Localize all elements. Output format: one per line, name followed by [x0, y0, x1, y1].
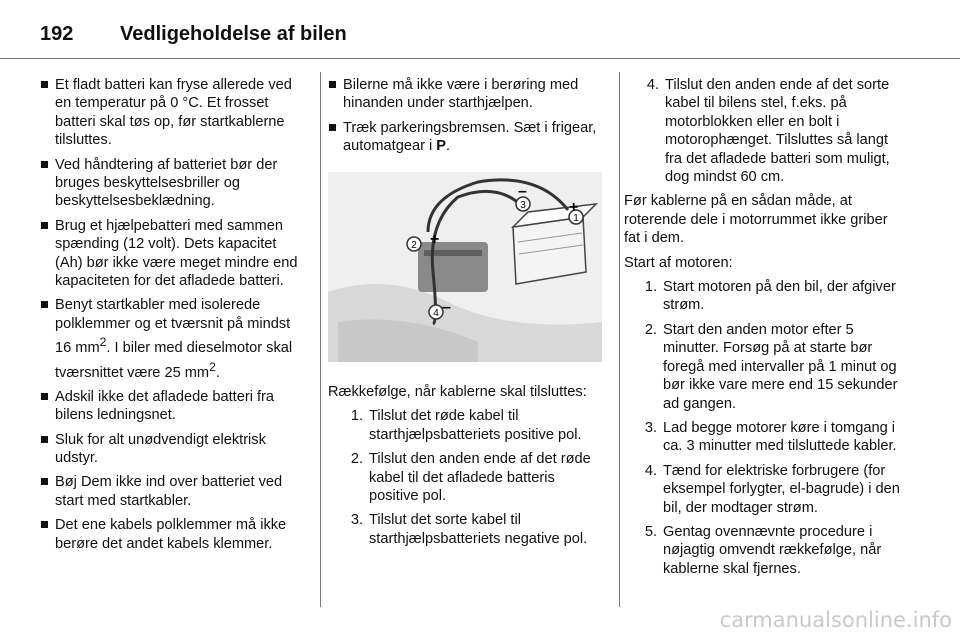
list-text: Tilslut den anden ende af det sorte kabel til bilens stel, f.eks. på motorblokken eller en bolt i motorophænget. Tilsluttes så langt fra det afladede batteri som muligt, dog mindst 60 cm.	[665, 77, 890, 186]
column-divider-2	[619, 72, 620, 607]
bullet-item: Et fladt batteri kan fryse allerede ved en temperatur på 0 °C. Et frosset batteri skal tøs op, før startkablerne tilsluttes.	[40, 76, 308, 150]
callout-1: 1	[573, 212, 579, 224]
bullet-item: Bøj Dem ikke ind over batteriet ved start med startkabler.	[40, 473, 308, 510]
list-number: 1.	[644, 279, 657, 296]
page-header	[40, 14, 347, 54]
list-item	[328, 407, 604, 444]
list-item	[624, 76, 906, 186]
gear-p-label: P	[436, 138, 447, 155]
minus-sign-2: –	[442, 298, 451, 316]
paragraph-start-engine: Start af motoren:	[624, 254, 733, 271]
list-number: 3.	[644, 419, 657, 436]
list-item	[624, 523, 906, 578]
bullet-text: . I biler med dieselmotor skal tværsnittet være 25 mm	[55, 340, 293, 381]
list-text: Tilslut det sorte kabel til starthjælpsbatteriets negative pol.	[369, 512, 588, 547]
plus-sign-1: +	[569, 198, 579, 216]
list-number: 3.	[350, 512, 363, 529]
plus-sign-2: +	[430, 230, 440, 248]
list-text: Start den anden motor efter 5 minutter. Forsøg på at starte bør foregå med intervaller på 1 minut og bør ikke vare mere end 15 sekunder ad gangen.	[663, 321, 898, 412]
column-2	[328, 76, 604, 554]
page-title: Vedligeholdelse af bilen	[120, 22, 347, 45]
superscript: 2	[99, 335, 107, 350]
list-text: Lad begge motorer køre i tomgang i ca. 3 minutter med tilsluttede kabler.	[663, 419, 897, 455]
list-number: 5.	[644, 523, 657, 540]
jump-start-illustration	[328, 172, 602, 362]
bullet-item: Adskil ikke det afladede batteri fra bilens ledningsnet.	[40, 388, 308, 425]
list-text: Tænd for elektriske forbrugere (for eksempel forlygter, el-bagrude) i den bil, der modtager strøm.	[663, 462, 900, 516]
list-text: Start motoren på den bil, der afgiver strøm.	[663, 279, 896, 314]
list-item	[624, 462, 906, 517]
header-rule	[0, 58, 960, 59]
column-1	[40, 76, 308, 559]
bullet-text: .	[215, 364, 220, 381]
callout-4: 4	[433, 307, 439, 319]
bullet-text: Træk parkeringsbremsen. Sæt i frigear, automatgear i	[343, 119, 597, 155]
bullet-item: Det ene kabels polklemmer må ikke berøre det andet kabels klemmer.	[40, 516, 308, 553]
column-3	[624, 76, 906, 584]
list-number: 4.	[644, 462, 657, 479]
bullet-item: Bilerne må ikke være i berøring med hinanden under starthjælpen.	[328, 76, 604, 113]
list-item	[328, 511, 604, 548]
bullet-text: Benyt startkabler med isolerede polklemmer og et tværsnit på mindst 16 mm	[55, 297, 291, 357]
minus-sign-1: –	[518, 182, 527, 200]
list-item	[624, 419, 906, 456]
list-text: Tilslut det røde kabel til starthjælpsbatteriets positive pol.	[369, 408, 582, 443]
bullet-item-parking-brake	[328, 119, 604, 156]
watermark: carmanualsonline.info	[719, 608, 952, 632]
paragraph: Før kablerne på en sådan måde, at roterende dele i motorrummet ikke griber fat i dem.	[624, 193, 888, 247]
bullet-item: Ved håndtering af batteriet bør der bruges beskyttelsesbriller og beskyttelsesbeklædning.	[40, 156, 308, 211]
list-item	[624, 321, 906, 413]
column-divider-1	[320, 72, 321, 607]
sequence-intro: Rækkefølge, når kablerne skal tilsluttes:	[328, 384, 587, 401]
bullet-item: Sluk for alt unødvendigt elektrisk udstyr.	[40, 431, 308, 468]
bullet-item-cable-size	[40, 296, 308, 381]
list-item	[624, 278, 906, 315]
list-number: 2.	[350, 451, 363, 468]
list-number: 1.	[350, 408, 363, 425]
callout-3: 3	[520, 199, 526, 211]
bullet-item: Brug et hjælpebatteri med sammen spænding (12 volt). Dets kapacitet (Ah) bør ikke være meget mindre end kapaciteten for det afladede batteri.	[40, 217, 308, 291]
bullet-text: .	[446, 138, 451, 155]
list-number: 2.	[644, 321, 657, 338]
list-item	[328, 450, 604, 505]
superscript: 2	[209, 359, 216, 374]
callout-2: 2	[411, 239, 417, 251]
list-text: Tilslut den anden ende af det røde kabel til det afladede batteris positive pol.	[369, 451, 591, 505]
page-number: 192	[40, 22, 74, 45]
list-number: 4.	[646, 77, 659, 93]
list-text: Gentag ovennævnte procedure i nøjagtig omvendt rækkefølge, når kablerne skal fjernes.	[663, 523, 882, 577]
